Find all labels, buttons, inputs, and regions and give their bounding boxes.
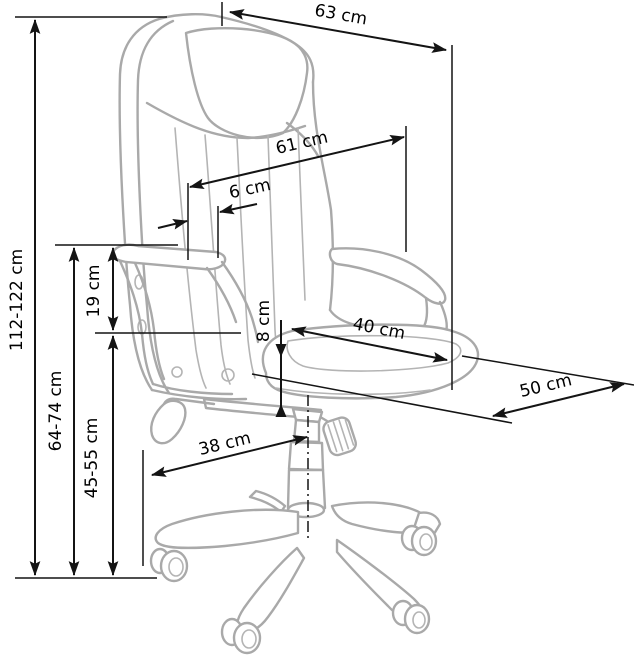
- dim-total-height: [7, 20, 35, 575]
- dim-backrest-top-width: [230, 1, 446, 50]
- chair-armrest-right: [330, 248, 447, 332]
- adjustment-knob: [321, 416, 357, 458]
- caster-front-left: [222, 619, 260, 653]
- caster-left: [151, 549, 187, 581]
- dim-total-height-label: 112-122 cm: [7, 248, 27, 352]
- dim-seat-width-label: 40 cm: [351, 314, 407, 344]
- dim-backrest-width-label: 61 cm: [273, 127, 330, 159]
- dim-seat-thickness-label: 8 cm: [254, 299, 274, 343]
- chair-armrest-left: [112, 245, 258, 394]
- dim-armrest-to-seat: [84, 248, 113, 330]
- chair-base: [151, 491, 440, 653]
- tilt-lever: [151, 401, 185, 443]
- chair-gas-lift: [288, 409, 325, 517]
- dim-seat-height: [82, 336, 113, 575]
- chair-mechanism: [151, 399, 358, 457]
- dim-backrest-top-width-label: 63 cm: [313, 0, 369, 30]
- dim-armrest-height-label: 64-74 cm: [46, 370, 66, 452]
- dim-seam-spacing: [158, 175, 273, 228]
- caster-right-down: [393, 601, 429, 633]
- dim-seat-depth: [493, 370, 624, 416]
- dim-seam-spacing-label: 6 cm: [227, 174, 273, 204]
- dim-seat-depth-label: 50 cm: [517, 370, 574, 403]
- dim-armrest-to-seat-label: 19 cm: [84, 264, 104, 318]
- dim-armrest-height: [46, 248, 74, 575]
- dim-seat-height-label: 45-55 cm: [82, 417, 102, 499]
- dim-base-reach-label: 38 cm: [196, 428, 253, 461]
